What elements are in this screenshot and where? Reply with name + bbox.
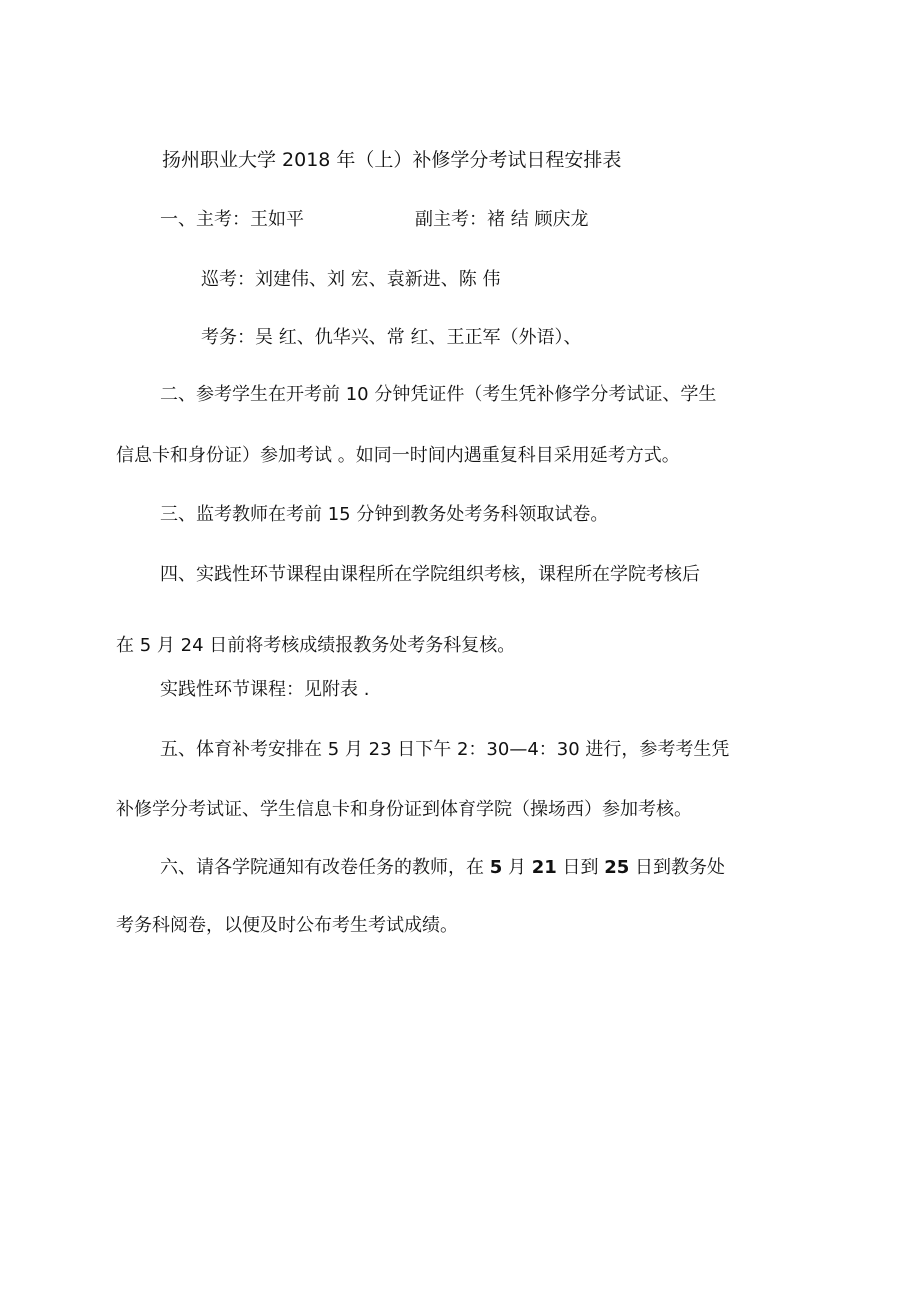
section-5-line-1: 五、体育补考安排在 5 月 23 日下午 2：30—4：30 进行，参考考生凭 [160,739,730,760]
section-6-suffix: 日到教务处 [629,857,726,878]
section-6-line-1 [160,856,725,880]
month-word: 月 [502,857,532,878]
deputy-examiners: 副主考：褚 结 顾庆龙 [415,209,589,230]
section-2-line-2: 信息卡和身份证）参加考试 。如同一时间内遇重复科目采用延考方式。 [116,445,680,466]
patrol-examiners: 巡考：刘建伟、刘 宏、袁新进、陈 伟 [201,269,501,290]
section-2-line-1: 二、参考学生在开考前 10 分钟凭证件（考生凭补修学分考试证、学生 [160,384,717,405]
date-month: 5 [489,857,503,878]
section-6-prefix: 六、请各学院通知有改卷任务的教师，在 [160,857,490,878]
exam-affairs-staff: 考务：吴 红、仇华兴、常 红、王正军（外语）、 [201,327,582,348]
section-4-line-1: 四、实践性环节课程由课程所在学院组织考核，课程所在学院考核后 [160,564,700,585]
section-4-line-2: 在 5 月 24 日前将考核成绩报教务处考务科复核。 [116,635,516,656]
section-3-line-1: 三、监考教师在考前 15 分钟到教务处考务科领取试卷。 [160,504,609,525]
section-4-line-3: 实践性环节课程：见附表 . [160,679,370,700]
section-6-line-2: 考务科阅卷，以便及时公布考生考试成绩。 [116,915,458,936]
document-title: 扬州职业大学 2018 年（上）补修学分考试日程安排表 [162,149,622,171]
day-to-word: 日到 [556,857,605,878]
date-start-day: 21 [531,857,557,878]
section-5-line-2: 补修学分考试证、学生信息卡和身份证到体育学院（操场西）参加考核。 [116,799,692,820]
chief-examiner: 一、主考：王如平 [160,209,304,230]
date-end-day: 25 [604,857,630,878]
